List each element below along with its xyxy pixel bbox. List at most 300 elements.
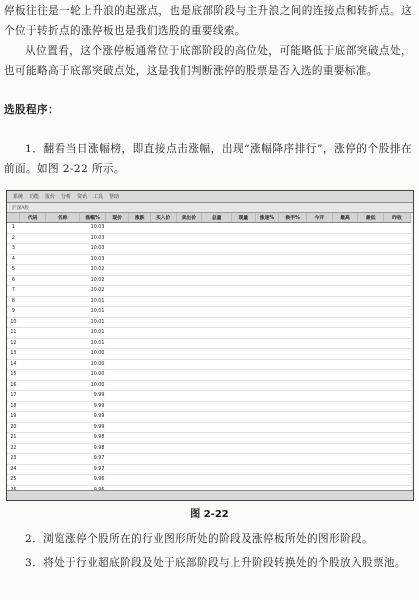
column-header: 名称 [46, 213, 80, 223]
table-cell [129, 286, 150, 297]
table-cell [279, 275, 307, 286]
table-cell [46, 391, 80, 402]
column-header: 代码 [20, 213, 46, 223]
table-cell: 19 [7, 412, 20, 423]
table-cell [46, 328, 80, 339]
table-cell: 10.01 [80, 317, 106, 328]
table-cell [255, 475, 279, 486]
table-cell: 25 [7, 475, 20, 486]
table-row [7, 265, 411, 276]
table-cell [129, 338, 150, 349]
table-cell [232, 464, 256, 475]
column-header: 买入价 [150, 213, 176, 223]
table-cell [232, 338, 256, 349]
table-cell [332, 265, 358, 276]
table-row [7, 422, 411, 433]
table-cell [358, 254, 384, 265]
table-cell: 18 [7, 401, 20, 412]
table-cell [332, 296, 358, 307]
table-cell [129, 422, 150, 433]
table-cell: 10.03 [80, 223, 106, 234]
table-cell [20, 275, 46, 286]
table-cell [232, 244, 256, 255]
table-cell: 7 [7, 286, 20, 297]
table-cell [279, 422, 307, 433]
table-cell: 3 [7, 244, 20, 255]
table-cell [307, 443, 333, 454]
table-cell [129, 454, 150, 465]
table-cell [105, 359, 129, 370]
table-cell [150, 464, 176, 475]
table-cell [176, 317, 202, 328]
table-cell [202, 254, 232, 265]
table-cell: 10.03 [80, 244, 106, 255]
table-cell [20, 422, 46, 433]
table-cell [384, 254, 411, 265]
table-cell [307, 338, 333, 349]
table-cell [255, 370, 279, 381]
table-cell [255, 412, 279, 423]
table-row [7, 338, 411, 349]
table-cell [105, 254, 129, 265]
table-cell [150, 359, 176, 370]
table-cell [46, 433, 80, 444]
table-cell [105, 233, 129, 244]
table-cell [255, 454, 279, 465]
table-cell [358, 286, 384, 297]
table-cell [129, 443, 150, 454]
table-cell [20, 464, 46, 475]
table-cell [46, 265, 80, 276]
table-cell [176, 275, 202, 286]
table-cell [332, 307, 358, 318]
table-cell [255, 328, 279, 339]
table-cell [105, 317, 129, 328]
table-cell: 22 [7, 443, 20, 454]
table-cell: 10.00 [80, 370, 106, 381]
table-cell [176, 401, 202, 412]
table-cell [202, 391, 232, 402]
table-cell [20, 443, 46, 454]
screenshot-title: 沪深A股 [12, 205, 29, 211]
table-cell [332, 359, 358, 370]
table-cell [307, 464, 333, 475]
table-cell [307, 401, 333, 412]
table-cell [232, 454, 256, 465]
table-cell [307, 454, 333, 465]
table-cell [46, 401, 80, 412]
table-cell [20, 359, 46, 370]
table-cell [307, 349, 333, 360]
paragraph-step-3: 3．将处于行业超底阶段及处于底部阶段与上升阶段转换处的个股放入股票池。 [25, 557, 406, 569]
table-row [7, 464, 411, 475]
table-cell [150, 422, 176, 433]
table-cell [255, 317, 279, 328]
table-cell: 5 [7, 265, 20, 276]
table-cell: 9.99 [80, 401, 106, 412]
table-row [7, 370, 411, 381]
table-cell [358, 422, 384, 433]
table-cell [279, 380, 307, 391]
table-cell: 9.97 [80, 464, 106, 475]
table-cell [129, 265, 150, 276]
table-cell: 10.01 [80, 338, 106, 349]
table-cell [46, 254, 80, 265]
table-cell: 9.99 [80, 422, 106, 433]
table-cell [129, 433, 150, 444]
table-cell [358, 275, 384, 286]
table-cell [150, 328, 176, 339]
table-cell [46, 223, 80, 234]
table-row [7, 244, 411, 255]
table-cell: 8 [7, 296, 20, 307]
table-cell [202, 244, 232, 255]
table-cell [202, 475, 232, 486]
column-header [7, 213, 20, 223]
table-cell [279, 391, 307, 402]
table-cell: 10.02 [80, 275, 106, 286]
table-cell [20, 401, 46, 412]
table-cell: 1 [7, 223, 20, 234]
table-cell [232, 254, 256, 265]
table-cell [332, 475, 358, 486]
table-row [7, 254, 411, 265]
table-cell [307, 307, 333, 318]
table-cell [384, 359, 411, 370]
table-cell [176, 359, 202, 370]
table-cell [307, 254, 333, 265]
table-cell [176, 338, 202, 349]
table-cell: 20 [7, 422, 20, 433]
table-cell [176, 265, 202, 276]
table-cell [307, 286, 333, 297]
table-cell [176, 296, 202, 307]
table-cell [150, 223, 176, 234]
table-cell [332, 275, 358, 286]
table-cell [46, 286, 80, 297]
table-cell [150, 265, 176, 276]
table-cell [46, 317, 80, 328]
table-cell [232, 401, 256, 412]
column-header: 涨跌 [129, 213, 150, 223]
table-cell [332, 254, 358, 265]
column-header: 现价 [105, 213, 129, 223]
table-cell [105, 475, 129, 486]
table-cell [150, 433, 176, 444]
table-cell [176, 454, 202, 465]
table-cell [176, 254, 202, 265]
table-cell [232, 349, 256, 360]
table-cell [46, 370, 80, 381]
table-cell: 9.99 [80, 391, 106, 402]
table-cell [20, 338, 46, 349]
table-cell [307, 317, 333, 328]
table-cell [384, 233, 411, 244]
table-cell [232, 380, 256, 391]
table-cell: 21 [7, 433, 20, 444]
table-cell [332, 233, 358, 244]
table-cell [46, 296, 80, 307]
table-cell [176, 233, 202, 244]
table-cell [255, 391, 279, 402]
column-header: 昨收 [384, 213, 411, 223]
screenshot-menu-item: 功能 [29, 194, 40, 200]
table-cell [105, 454, 129, 465]
table-cell [20, 328, 46, 339]
table-cell [105, 328, 129, 339]
table-cell [358, 338, 384, 349]
table-cell [129, 223, 150, 234]
table-cell [358, 401, 384, 412]
table-cell [176, 328, 202, 339]
table-cell: 10.00 [80, 359, 106, 370]
table-cell [20, 370, 46, 381]
table-row [7, 349, 411, 360]
table-cell [279, 286, 307, 297]
table-cell [232, 370, 256, 381]
table-cell [202, 412, 232, 423]
table-cell [279, 317, 307, 328]
table-cell [232, 275, 256, 286]
table-cell [176, 433, 202, 444]
table-row [7, 275, 411, 286]
table-cell [105, 380, 129, 391]
table-cell [46, 275, 80, 286]
table-cell [202, 443, 232, 454]
table-cell: 6 [7, 275, 20, 286]
table-cell [176, 349, 202, 360]
table-cell [332, 391, 358, 402]
table-cell [46, 380, 80, 391]
table-cell [358, 244, 384, 255]
table-cell [358, 296, 384, 307]
table-cell [279, 433, 307, 444]
table-cell [46, 233, 80, 244]
table-cell [255, 359, 279, 370]
table-cell [150, 370, 176, 381]
table-cell [255, 244, 279, 255]
screenshot-menu-item: 系统 [13, 194, 24, 200]
table-cell [176, 422, 202, 433]
paragraph-intro: 停板往往是一轮上升浪的起涨点，也是底部阶段与主升浪之间的连接点和转折点。这个位于转折点的涨停板也是我们选股的重要线索。 [4, 5, 412, 37]
table-cell: 10 [7, 317, 20, 328]
table-cell [20, 380, 46, 391]
table-cell [332, 349, 358, 360]
table-cell [307, 359, 333, 370]
screenshot-tabbar [7, 203, 413, 213]
table-cell [279, 328, 307, 339]
table-cell [255, 433, 279, 444]
table-cell [20, 412, 46, 423]
table-row [7, 391, 411, 402]
table-cell [129, 296, 150, 307]
table-cell [332, 464, 358, 475]
table-cell [20, 349, 46, 360]
column-header: 现量 [232, 213, 256, 223]
table-cell [332, 223, 358, 234]
table-cell [255, 265, 279, 276]
table-cell [232, 422, 256, 433]
table-cell [279, 412, 307, 423]
table-cell [358, 380, 384, 391]
table-cell [332, 328, 358, 339]
table-cell [307, 370, 333, 381]
table-cell [20, 307, 46, 318]
table-cell [202, 296, 232, 307]
table-cell: 17 [7, 391, 20, 402]
table-cell [358, 328, 384, 339]
table-cell: 10.01 [80, 307, 106, 318]
table-cell [232, 286, 256, 297]
table-cell: 10.03 [80, 233, 106, 244]
table-cell [202, 454, 232, 465]
table-cell [384, 412, 411, 423]
table-cell [384, 475, 411, 486]
table-cell [307, 475, 333, 486]
table-cell [307, 391, 333, 402]
table-cell [20, 317, 46, 328]
table-cell [176, 412, 202, 423]
table-cell: 9.97 [80, 454, 106, 465]
table-cell [255, 223, 279, 234]
table-cell: 10.00 [80, 349, 106, 360]
table-row [7, 317, 411, 328]
table-cell [20, 223, 46, 234]
table-cell [105, 370, 129, 381]
table-row [7, 296, 411, 307]
table-cell [332, 401, 358, 412]
table-cell: 12 [7, 338, 20, 349]
table-cell [129, 275, 150, 286]
table-cell [384, 338, 411, 349]
table-cell: 2 [7, 233, 20, 244]
table-cell [105, 349, 129, 360]
table-cell [307, 275, 333, 286]
table-cell [176, 380, 202, 391]
table-cell [384, 454, 411, 465]
table-cell [358, 475, 384, 486]
table-cell: 9.96 [80, 475, 106, 486]
table-cell [129, 370, 150, 381]
table-cell [307, 223, 333, 234]
table-cell [46, 349, 80, 360]
table-cell [358, 433, 384, 444]
table-cell: 15 [7, 370, 20, 381]
column-header: 涨速% [255, 213, 279, 223]
table-cell [105, 422, 129, 433]
table-cell [150, 443, 176, 454]
table-cell [232, 328, 256, 339]
table-cell [150, 338, 176, 349]
software-screenshot [6, 190, 414, 501]
table-cell [176, 223, 202, 234]
table-cell [384, 433, 411, 444]
table-cell [358, 391, 384, 402]
table-cell [105, 412, 129, 423]
table-cell [307, 433, 333, 444]
table-cell [202, 338, 232, 349]
table-cell [384, 464, 411, 475]
table-cell [20, 391, 46, 402]
table-cell [255, 296, 279, 307]
table-cell: 23 [7, 454, 20, 465]
table-cell [307, 380, 333, 391]
table-cell [384, 317, 411, 328]
table-cell [129, 244, 150, 255]
table-cell [105, 464, 129, 475]
column-header: 今开 [307, 213, 333, 223]
table-cell [232, 265, 256, 276]
table-cell: 4 [7, 254, 20, 265]
table-cell [307, 265, 333, 276]
table-cell [105, 244, 129, 255]
screenshot-menu-item: 工具 [93, 194, 104, 200]
screenshot-menu-item: 分析 [61, 194, 72, 200]
table-cell [129, 464, 150, 475]
table-cell [332, 244, 358, 255]
table-cell [105, 296, 129, 307]
paragraph-position: 从位置看，这个涨停板通常位于底部阶段的高位处，可能略低于底部突破点处，也可能略高于底部突破点处，这是我们判断涨停的股票是否入选的重要标准。 [4, 45, 412, 77]
table-row [7, 328, 411, 339]
table-cell: 14 [7, 359, 20, 370]
table-cell [332, 286, 358, 297]
paragraph-step-2: 2．浏览涨停个股所在的行业图形所处的阶段及涨停板所处的图形阶段。 [25, 533, 373, 545]
table-cell [332, 370, 358, 381]
table-cell [20, 475, 46, 486]
table-cell [202, 307, 232, 318]
table-cell [279, 233, 307, 244]
table-cell [20, 244, 46, 255]
table-cell [150, 380, 176, 391]
table-cell [20, 296, 46, 307]
table-cell [384, 244, 411, 255]
table-cell [232, 433, 256, 444]
table-cell [129, 328, 150, 339]
table-cell [202, 401, 232, 412]
table-cell [20, 286, 46, 297]
section-heading: 选股程序： [4, 104, 59, 116]
table-cell [105, 433, 129, 444]
table-cell: 10.01 [80, 328, 106, 339]
table-row [7, 307, 411, 318]
table-row [7, 380, 411, 391]
table-cell [46, 454, 80, 465]
table-cell [20, 433, 46, 444]
table-cell: 10.02 [80, 265, 106, 276]
table-cell [105, 391, 129, 402]
table-cell [279, 349, 307, 360]
table-cell [150, 296, 176, 307]
table-cell [129, 401, 150, 412]
table-row [7, 401, 411, 412]
screenshot-statusbar [7, 490, 413, 500]
table-cell [358, 370, 384, 381]
column-header: 最高 [332, 213, 358, 223]
table-cell [129, 307, 150, 318]
table-cell [358, 223, 384, 234]
table-row [7, 359, 411, 370]
table-cell [358, 454, 384, 465]
table-cell [384, 443, 411, 454]
table-cell: 16 [7, 380, 20, 391]
table-cell [150, 401, 176, 412]
column-header: 最低 [358, 213, 384, 223]
table-cell: 9.99 [80, 412, 106, 423]
table-cell [279, 296, 307, 307]
table-cell [255, 349, 279, 360]
table-cell [279, 464, 307, 475]
ranking-table [7, 213, 411, 501]
